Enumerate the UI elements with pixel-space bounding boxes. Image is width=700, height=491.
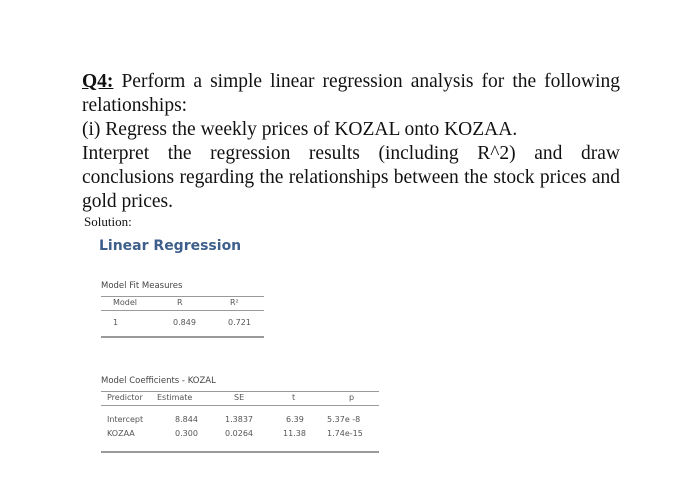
cell-p: 1.74e-15 — [327, 429, 363, 438]
table-header-rule — [101, 310, 264, 311]
question-part-i: (i) Regress the weekly prices of KOZAL onto KOZAA. — [82, 119, 518, 140]
cell-se: 0.0264 — [225, 429, 253, 438]
header-model: Model — [113, 298, 138, 307]
table-bottom-rule — [101, 451, 379, 453]
header-se: SE — [234, 393, 245, 402]
model-fit-caption: Model Fit Measures — [101, 281, 183, 291]
cell-r: 0.849 — [173, 318, 196, 327]
model-fit-table — [101, 296, 264, 332]
question-interpret: Interpret the regression results (including R^2) and draw conclusions regarding the relationships between the stock prices and gold prices. — [82, 143, 620, 212]
table-row — [101, 413, 379, 427]
question-intro — [82, 70, 620, 118]
header-r: R — [177, 298, 183, 307]
coefficients-caption: Model Coefficients - KOZAL — [101, 376, 216, 386]
table-header-row — [101, 296, 264, 310]
header-r2: R² — [230, 298, 239, 307]
cell-predictor: Intercept — [107, 415, 144, 424]
question-intro-text: Perform a simple linear regression analysis for the following relationships: — [82, 71, 620, 116]
cell-predictor: KOZAA — [107, 429, 135, 438]
cell-se: 1.3837 — [225, 415, 253, 424]
cell-t: 6.39 — [286, 415, 304, 424]
question-label: Q4: — [82, 71, 114, 92]
table-row — [101, 427, 379, 441]
solution-label: Solution: — [84, 214, 132, 229]
cell-model: 1 — [113, 318, 119, 327]
header-t: t — [292, 393, 296, 402]
linear-regression-title: Linear Regression — [99, 238, 242, 254]
header-predictor: Predictor — [107, 393, 143, 402]
header-p: p — [349, 393, 355, 402]
cell-estimate: 8.844 — [175, 415, 198, 424]
cell-estimate: 0.300 — [175, 429, 198, 438]
table-header-row — [101, 391, 379, 405]
question-block — [82, 70, 620, 214]
table-bottom-rule — [101, 336, 264, 338]
cell-r2: 0.721 — [228, 318, 251, 327]
table-row — [101, 316, 264, 332]
table-header-rule — [101, 405, 379, 406]
header-estimate: Estimate — [157, 393, 193, 402]
cell-t: 11.38 — [283, 429, 306, 438]
cell-p: 5.37e -8 — [327, 415, 361, 424]
coefficients-table — [101, 391, 379, 441]
